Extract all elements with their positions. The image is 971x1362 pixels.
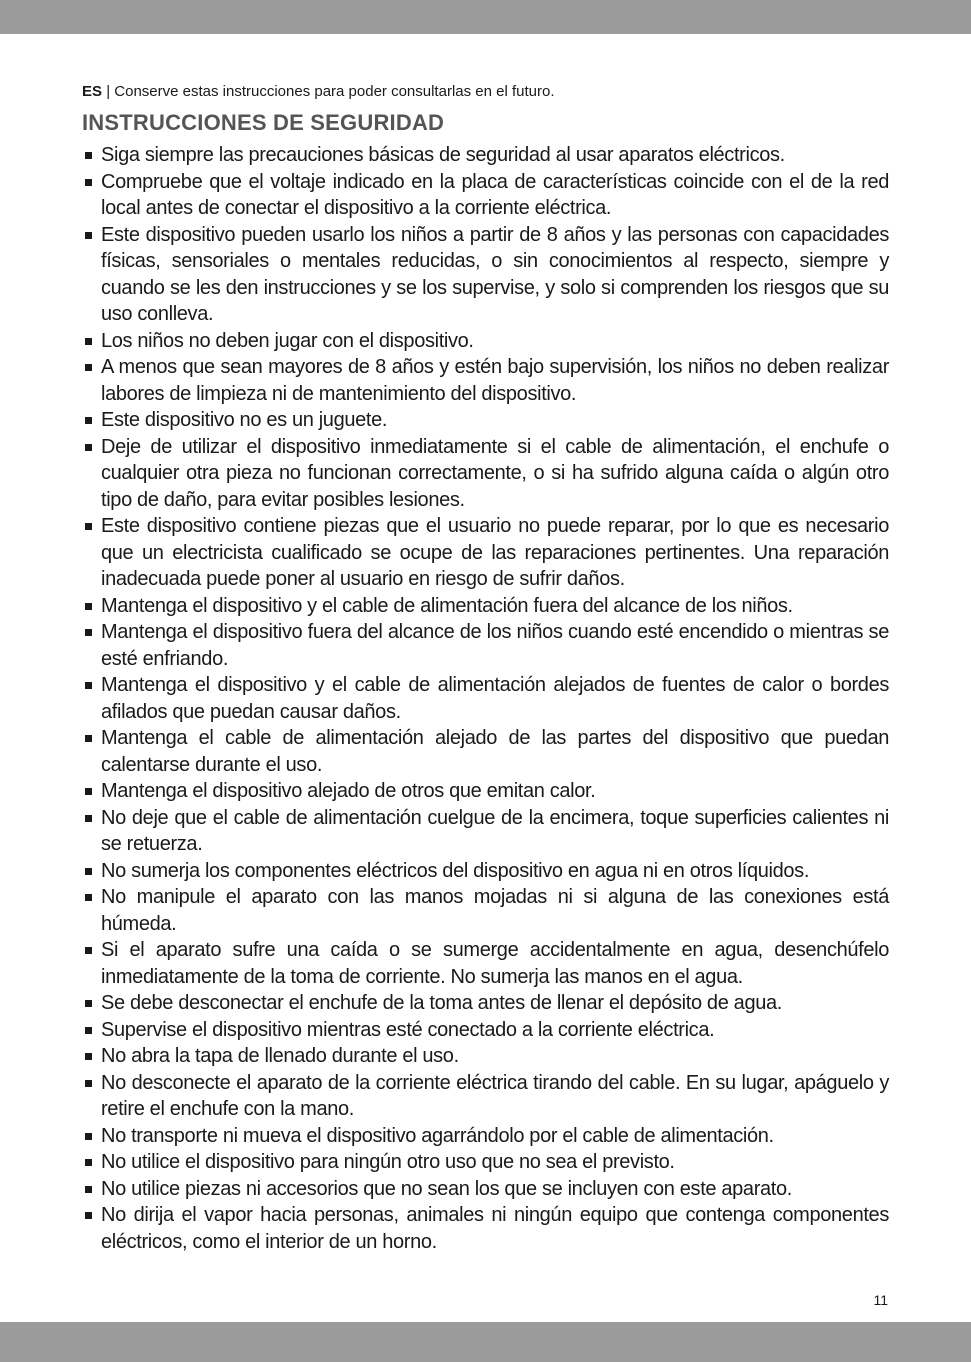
- list-item: Mantenga el dispositivo alejado de otros que emitan calor.: [82, 778, 889, 805]
- list-item: Siga siempre las precauciones básicas de seguridad al usar aparatos eléctricos.: [82, 142, 889, 169]
- top-decorative-bar: [0, 0, 971, 34]
- list-item: A menos que sean mayores de 8 años y estén bajo supervisión, los niños no deben realizar labores de limpieza ni de mantenimiento del dispositivo.: [82, 354, 889, 407]
- list-item: Este dispositivo contiene piezas que el usuario no puede reparar, por lo que es necesario que un electricista cualificado se ocupe de las reparaciones pertinentes. Una reparación inadecuada puede poner al usuario en riesgo de sufrir daños.: [82, 513, 889, 593]
- list-item: No transporte ni mueva el dispositivo agarrándolo por el cable de alimentación.: [82, 1123, 889, 1150]
- list-item: Mantenga el dispositivo y el cable de alimentación alejados de fuentes de calor o bordes afilados que puedan causar daños.: [82, 672, 889, 725]
- section-title: INSTRUCCIONES DE SEGURIDAD: [82, 110, 445, 135]
- list-item: No desconecte el aparato de la corriente eléctrica tirando del cable. En su lugar, apáguelo y retire el enchufe con la mano.: [82, 1070, 889, 1123]
- intro-text: Conserve estas instrucciones para poder consultarlas en el futuro.: [114, 83, 555, 100]
- list-item: No sumerja los componentes eléctricos del dispositivo en agua ni en otros líquidos.: [82, 858, 889, 885]
- language-code: ES: [82, 83, 103, 100]
- safety-instructions-list: [82, 142, 889, 1255]
- list-item: No dirija el vapor hacia personas, animales ni ningún equipo que contenga componentes eléctricos, como el interior de un horno.: [82, 1202, 889, 1255]
- separator: |: [106, 83, 111, 100]
- list-item: No utilice el dispositivo para ningún otro uso que no sea el previsto.: [82, 1149, 889, 1176]
- list-item: No utilice piezas ni accesorios que no sean los que se incluyen con este aparato.: [82, 1176, 889, 1203]
- list-item: Los niños no deben jugar con el dispositivo.: [82, 328, 889, 355]
- list-item: Supervise el dispositivo mientras esté conectado a la corriente eléctrica.: [82, 1017, 889, 1044]
- bottom-decorative-bar: [0, 1322, 971, 1362]
- list-item: No manipule el aparato con las manos mojadas ni si alguna de las conexiones está húmeda.: [82, 884, 889, 937]
- list-item: Mantenga el dispositivo y el cable de alimentación fuera del alcance de los niños.: [82, 593, 889, 620]
- list-item: Se debe desconectar el enchufe de la toma antes de llenar el depósito de agua.: [82, 990, 889, 1017]
- list-item: Mantenga el dispositivo fuera del alcance de los niños cuando esté encendido o mientras se esté enfriando.: [82, 619, 889, 672]
- list-item: Si el aparato sufre una caída o se sumerge accidentalmente en agua, desenchúfelo inmediatamente de la toma de corriente. No sumerja las manos en el agua.: [82, 937, 889, 990]
- page-number: 11: [873, 1292, 888, 1308]
- list-item: No deje que el cable de alimentación cuelgue de la encimera, toque superficies calientes ni se retuerza.: [82, 805, 889, 858]
- list-item: Este dispositivo no es un juguete.: [82, 407, 889, 434]
- list-item: Compruebe que el voltaje indicado en la placa de características coincide con el de la red local antes de conectar el dispositivo a la corriente eléctrica.: [82, 169, 889, 222]
- list-item: No abra la tapa de llenado durante el uso.: [82, 1043, 889, 1070]
- list-item: Deje de utilizar el dispositivo inmediatamente si el cable de alimentación, el enchufe o cualquier otra pieza no funcionan correctamente, o si ha sufrido alguna caída o algún otro tipo de daño, para evitar posibles lesiones.: [82, 434, 889, 514]
- list-item: Mantenga el cable de alimentación alejado de las partes del dispositivo que puedan calentarse durante el uso.: [82, 725, 889, 778]
- intro-line: [82, 82, 555, 102]
- list-item: Este dispositivo pueden usarlo los niños a partir de 8 años y las personas con capacidades físicas, sensoriales o mentales reducidas, o sin conocimientos al respecto, siempre y cuando se les den instrucciones y se los supervise, y solo si comprenden los riesgos que su uso conlleva.: [82, 222, 889, 328]
